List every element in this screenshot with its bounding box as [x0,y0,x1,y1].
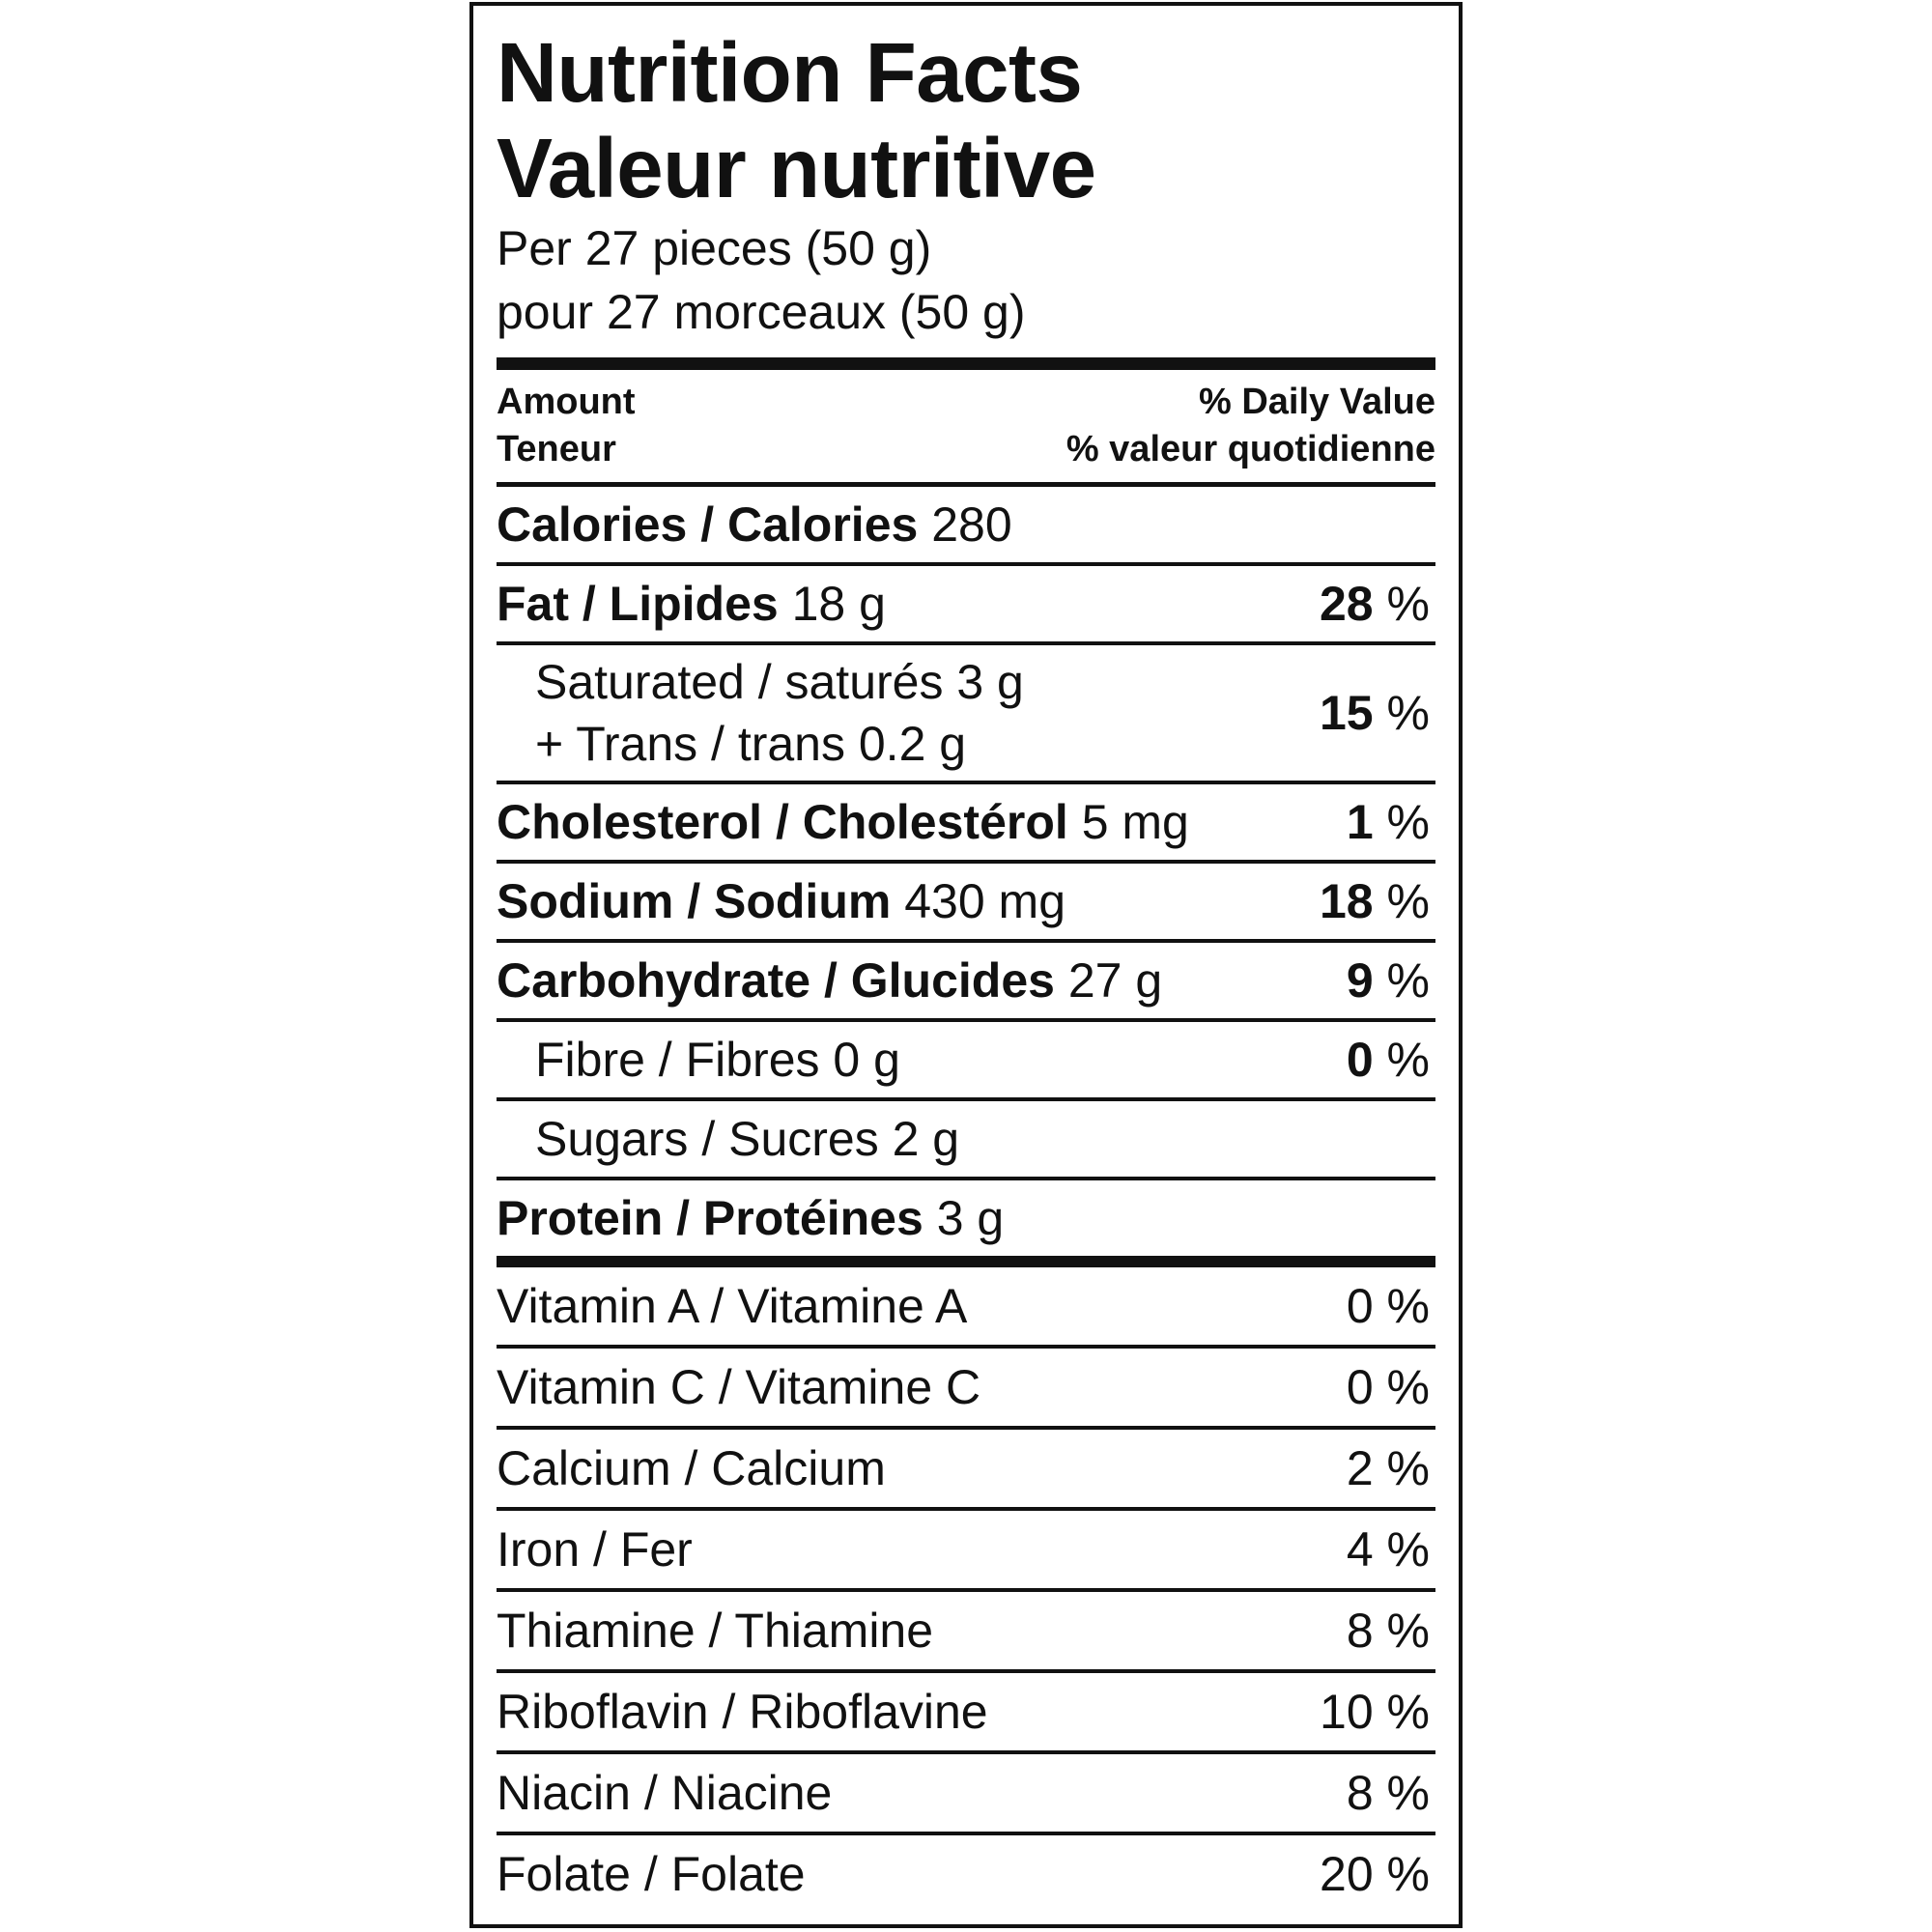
fibre-label: Fibre / Fibres 0 g [535,1033,900,1087]
amount-header-english: Amount [497,382,636,422]
vitamin-row-c [497,1349,1435,1430]
mineral-row-calcium [497,1430,1435,1511]
fat-daily-value: 28 [1320,577,1374,631]
cholesterol-daily-value: 1 [1346,795,1374,849]
sodium-amount: 430 mg [904,874,1066,928]
niacin-label: Niacin / Niacine [497,1766,833,1820]
folate-label: Folate / Folate [497,1847,806,1901]
sugars-label: Sugars / Sucres 2 g [535,1112,960,1166]
vitamin-row-a [497,1267,1435,1349]
thick-divider [497,357,1435,370]
sodium-percent-sign: % [1386,874,1430,928]
vitamin-c-daily-value: 0 % [1346,1360,1430,1414]
fat-percent-sign: % [1386,577,1430,631]
calcium-label: Calcium / Calcium [497,1441,886,1495]
nutrient-row-fat [497,566,1435,645]
folate-daily-value: 20 % [1320,1847,1430,1901]
niacin-daily-value: 8 % [1346,1766,1430,1820]
daily-value-header [1066,379,1435,473]
carbohydrate-amount: 27 g [1067,953,1163,1008]
vitamin-a-daily-value: 0 % [1346,1279,1430,1333]
riboflavin-label: Riboflavin / Riboflavine [497,1685,988,1739]
nutrition-facts-label [469,2,1463,1928]
sodium-label: Sodium / Sodium [497,874,892,928]
iron-label: Iron / Fer [497,1522,693,1577]
cholesterol-percent-sign: % [1386,795,1430,849]
vitamins-divider [497,1256,1435,1267]
protein-label: Protein / Protéines [497,1191,923,1245]
serving-size-english: Per 27 pieces (50 g) [497,221,932,275]
calories-amount: 280 [931,497,1012,552]
vitamin-row-niacin [497,1754,1435,1835]
fibre-daily-value: 0 [1346,1033,1374,1087]
trans-label: + Trans / trans 0.2 g [535,717,967,771]
carbohydrate-daily-value: 9 [1346,953,1374,1008]
title-french: Valeur nutritive [497,122,1096,215]
vitamin-row-thiamine [497,1592,1435,1673]
vitamin-a-label: Vitamin A / Vitamine A [497,1279,968,1333]
daily-value-header-english: % Daily Value [1198,382,1435,422]
thiamine-daily-value: 8 % [1346,1604,1430,1658]
carbohydrate-label: Carbohydrate / Glucides [497,953,1055,1008]
amount-header-french: Teneur [497,429,616,469]
nutrient-row-sugars [497,1101,1435,1180]
nutrient-row-saturated-trans [497,645,1435,784]
protein-amount: 3 g [936,1191,1005,1245]
cholesterol-label: Cholesterol / Cholestérol [497,795,1068,849]
vitamin-row-riboflavin [497,1673,1435,1754]
sodium-daily-value: 18 [1320,874,1374,928]
amount-header [497,379,636,473]
calories-label: Calories / Calories [497,497,919,552]
iron-daily-value: 4 % [1346,1522,1430,1577]
nutrient-row-carbohydrate [497,943,1435,1022]
saturated-label: Saturated / saturés 3 g [535,655,1024,709]
carbohydrate-percent-sign: % [1386,953,1430,1008]
mineral-row-iron [497,1511,1435,1592]
vitamin-row-folate [497,1835,1435,1913]
serving-size-french: pour 27 morceaux (50 g) [497,285,1026,339]
cholesterol-amount: 5 mg [1081,795,1189,849]
fat-label: Fat / Lipides [497,577,779,631]
nutrient-row-sodium [497,864,1435,943]
nutrient-row-cholesterol [497,784,1435,864]
riboflavin-daily-value: 10 % [1320,1685,1430,1739]
column-header [497,379,1435,473]
label-content [497,6,1435,1924]
nutrient-row-fibre [497,1022,1435,1101]
saturated-percent-sign: % [1386,686,1430,740]
daily-value-header-french: % valeur quotidienne [1065,429,1435,469]
saturated-daily-value: 15 [1320,686,1374,740]
thiamine-label: Thiamine / Thiamine [497,1604,934,1658]
calcium-daily-value: 2 % [1346,1441,1430,1495]
fat-amount: 18 g [791,577,886,631]
vitamin-c-label: Vitamin C / Vitamine C [497,1360,981,1414]
fibre-percent-sign: % [1386,1033,1430,1087]
nutrient-row-protein [497,1180,1435,1256]
nutrient-row-calories [497,487,1435,566]
title-english: Nutrition Facts [497,26,1083,120]
